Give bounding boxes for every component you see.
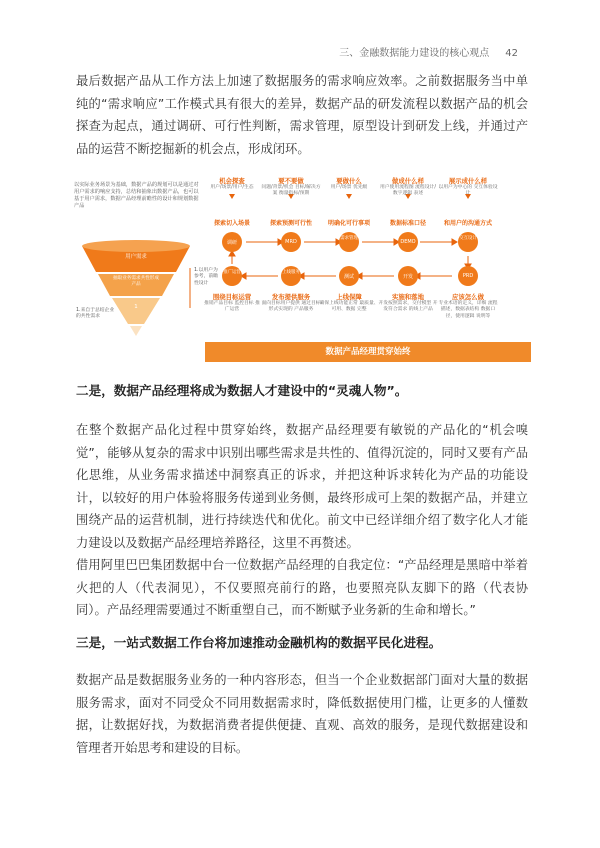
stage-title: 机会探查 [219,177,245,185]
label-clarify: 明确化可行事项 [327,220,370,227]
circle-label: 测试 [343,274,354,280]
circle-operation [222,266,242,286]
funnel-side-left-note: 1.来自于总结企业的共性需求 [76,308,115,320]
funnel-bottom [130,326,142,336]
circle-interaction [458,232,478,252]
funnel-side-right-note: 1.以用户为参考，前瞻性设计 [194,268,218,286]
figure-banner: 数据产品经理贯穿始终 [205,342,531,362]
stage-desc: 开发按照需求，交付模型 开发符合需求 的线上产品 [378,301,438,313]
funnel-low [112,298,160,324]
stage-guarantee [319,292,379,314]
stage-title: 要做什么 [336,177,362,185]
stage-run-ops [202,292,262,314]
circle-label: 上线服务 [282,270,300,275]
stage-desc: 面向目标用户提供 通过目标形式实现的 产品服务 [261,301,321,313]
stage-desc: 以用户为中心的 交互体验设计 [438,185,498,197]
funnel-low-label: 1 [134,304,138,310]
circle-label: 开发 [402,274,413,280]
stage-title: 上线保障 [336,293,362,301]
paragraph-product-manager: 在整个数据产品化过程中贯穿始终，数据产品经理要有敏锐的产品化的“机会嗅觉”，能够从复杂的需求中识别出哪些需求是共性的、值得沉淀的，同时又要有产品化思维，从业务需求描述中洞察真正的诉求，并把这种诉求转化为产品的功能设计，以较好的用户体验将服务传递到业务侧，最终形成可上架的数据产品，并建立围绕产品的运营机制，进行持续迭代和优化。前文中已经详细介绍了数字化人才能力建设以及数据产品经理培养路径，这里不再赘述。 [76,423,528,550]
label-data-standard: 数据标准口径 [389,220,426,227]
stage-whether [261,176,321,198]
stage-desc: 确保上线功能正常 最质量、可用、数据 完整 [319,301,379,313]
stage-what [319,176,379,191]
funnel-rim [82,240,190,252]
circle-requirement [339,232,359,252]
heading-product-manager: 二是，数据产品经理将成为数据人才建设中的“灵魂人物”。 [76,383,408,398]
product-lifecycle-figure [72,168,532,366]
section-title: 三、金融数据能力建设的核心观点 [339,48,490,59]
stage-opportunity [202,176,262,191]
stage-desc: 专业术语的定义，详细 流程描述，数据表结构 数据口径，使用逻辑 说明等 [438,301,498,319]
stage-display [438,176,498,198]
paragraph-quote: 借用阿里巴巴集团数据中台一位数据产品经理的自我定位：“产品经理是黑暗中举着火把的人（代表洞见），不仅要照亮前行的路，也要照亮队友脚下的路（代表协同）。产品经理需要通过不断重塑自己，而不断赋予业务新的生命和增长。” [76,558,528,618]
funnel-mid-label: 抽取业务需求共性形成产品 [113,276,159,287]
page-number: 42 [505,48,518,59]
label-feasibility: 探索预测可行性 [269,220,312,227]
stage-title: 做成什么样 [392,177,424,185]
label-communication: 和用户的沟通方式 [443,220,492,227]
stage-desc: 用户/场景/用户/生态 [210,185,254,190]
paragraph-workbench: 数据产品是数据服务业务的一种内容形态，但当一个企业数据部门面对大量的数据服务需求，面对不同受众不同用数据需求时，降低数据使用门槛，让更多的人懂数据，让数据好找，为数据消费者提供便捷、直观、高效的服务，是现代数据建设和管理者开始思考和建设的目标。 [76,673,528,755]
circle-label: MRD [285,239,297,245]
label-scenario: 探索切入场景 [213,220,250,227]
figure-intro-text: 以实际业务场景为基础，数据产品的规划可以是通过对用户需求的响应支持，总结和抽象出数据产品，也可以基于用户需求，数据产品经理前瞻性的设计和规划数据产品 [74,182,199,209]
stage-title: 展示成什么样 [448,177,488,185]
stage-how-look [378,176,438,198]
stage-desc: 推销产品目标 监控目标 推广运营 [204,301,260,313]
circle-label: 需求管理 [340,236,358,241]
circle-release [281,266,301,286]
stage-implement [378,292,438,314]
heading-workbench: 三是，一站式数据工作台将加速推动金融机构的数据平民化进程。 [76,635,442,650]
stage-how-to [438,292,498,320]
circle-label: 交互设计 [459,236,477,241]
stage-desc: 用户/场景 优先级 [330,185,368,190]
stage-title: 发布提供服务 [271,293,311,301]
circle-label: 推广运营 [223,270,241,275]
stage-release [261,292,321,314]
paragraph-intro: 最后数据产品从工作方法上加速了数据服务的需求响应效率。之前数据服务当中单纯的“需求响应”工作模式具有很大的差异，数据产品的研发流程以数据产品的机会探查为起点，通过调研、可行性判断，需求管理，原型设计到研发上线，并通过产品的运营不断挖掘新的机会点，形成闭环。 [76,74,528,156]
stage-title: 围绕目标运营 [212,293,252,301]
stage-title: 实施和落地 [392,293,424,301]
stage-title: 应该怎么做 [452,293,484,301]
running-header [339,44,518,59]
stage-title: 要不要做 [278,177,304,185]
circle-label: PRD [462,273,474,279]
stage-desc: 问题/背景/机会 目标/解决方案 衡量指标/预期 [261,185,321,197]
funnel-top-label: 用户需求 [125,254,147,260]
stage-desc: 用户使用流程图 流程设计/数字逻辑 表述 [380,185,436,197]
circle-label: DEMO [400,239,416,245]
circle-label: 调研 [226,240,237,246]
